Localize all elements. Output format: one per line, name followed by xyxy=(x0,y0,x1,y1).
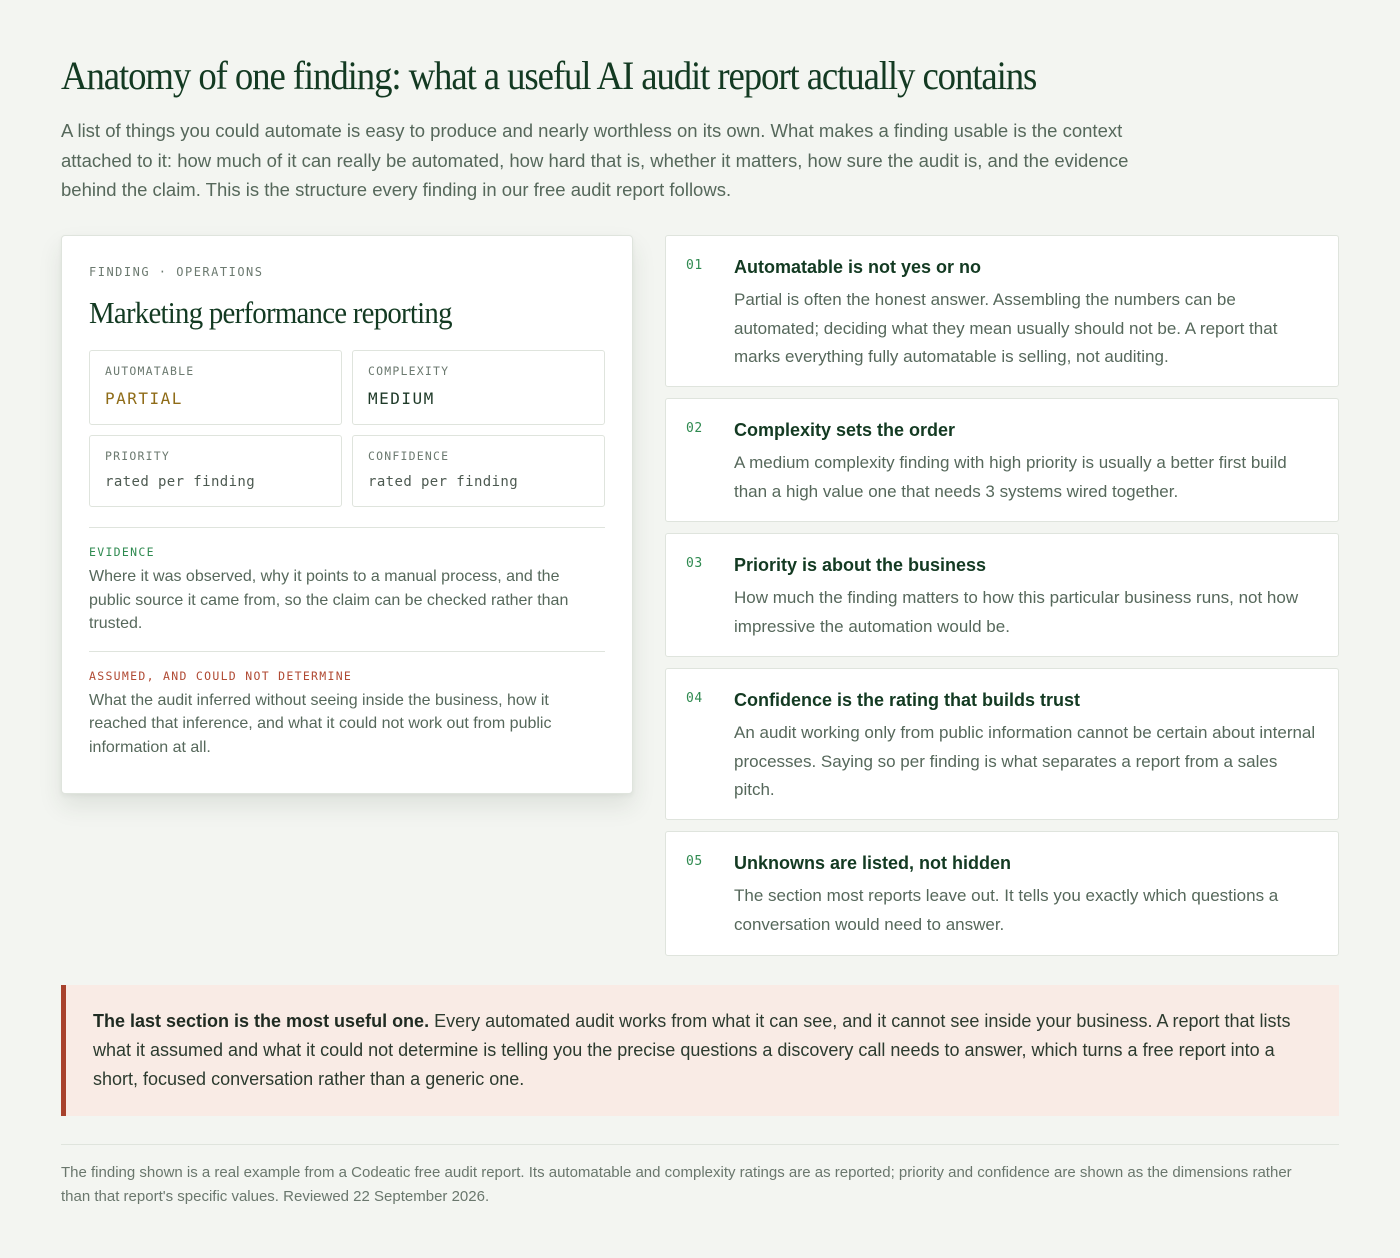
rating-label: CONFIDENCE xyxy=(368,449,450,463)
rating-value: rated per finding xyxy=(105,474,256,490)
footer-divider xyxy=(61,1144,1339,1145)
principle-number: 01 xyxy=(686,258,703,273)
rating-value: rated per finding xyxy=(368,474,519,490)
principle-card xyxy=(665,831,1339,956)
principle-number: 05 xyxy=(686,854,703,869)
footnote: The finding shown is a real example from a Codeatic free audit report. Its automatable and complexity ratings are as reported; priority and confidence are shown as the dimensions rather than that report's specific values. Reviewed 22 September 2026. xyxy=(61,1164,1292,1205)
principle-card xyxy=(665,398,1339,522)
finding-title: Marketing performance reporting xyxy=(89,295,452,330)
principle-body: An audit working only from public information cannot be certain about internal processes. Saying so per finding is what separates a report from a sales pitch. xyxy=(734,723,1316,799)
principle-body: How much the finding matters to how this particular business runs, not how impressive the automation would be. xyxy=(734,588,1299,636)
rating-confidence xyxy=(352,435,605,507)
principle-number: 04 xyxy=(686,691,703,706)
evidence-body: Where it was observed, why it points to a manual process, and the public source it came from, so the claim can be checked rather than trusted. xyxy=(89,568,569,632)
principle-title: Automatable is not yes or no xyxy=(734,257,982,277)
finding-eyebrow: FINDING · OPERATIONS xyxy=(89,265,264,279)
principle-body: The section most reports leave out. It tells you exactly which questions a conversation would need to answer. xyxy=(734,886,1279,934)
page-intro: A list of things you could automate is easy to produce and nearly worthless on its own. What makes a finding usable is the context attached to it: how much of it can really be automated, how hard that is, whether it matters, how sure the audit is, and the evidence behind the claim. This is the structure every finding in our free audit report follows. xyxy=(61,120,1129,200)
callout xyxy=(61,985,1339,1116)
principle-title: Unknowns are listed, not hidden xyxy=(734,853,1012,873)
principle-card xyxy=(665,533,1339,657)
principle-body: A medium complexity finding with high priority is usually a better first build than a high value one that needs 3 systems wired together. xyxy=(734,453,1287,501)
principle-card xyxy=(665,235,1339,387)
content-grid xyxy=(61,235,1339,957)
rating-value: MEDIUM xyxy=(368,389,435,408)
callout-lead: The last section is the most useful one. xyxy=(93,1011,430,1031)
callout-body: Every automated audit works from what it can see, and it cannot see inside your business. A report that lists what it assumed and what it could not determine is telling you the precise questions a discovery call needs to answer, which turns a free report into a short, focused conversation rather than a generic one. xyxy=(93,1011,1291,1089)
principle-number: 03 xyxy=(686,556,703,571)
rating-value: PARTIAL xyxy=(105,389,183,408)
evidence-section xyxy=(89,527,605,636)
principle-body: Partial is often the honest answer. Assembling the numbers can be automated; deciding what they mean usually should not be. A report that marks everything fully automatable is selling, not auditing. xyxy=(734,290,1278,366)
rating-complexity xyxy=(352,350,605,425)
principle-title: Complexity sets the order xyxy=(734,420,956,440)
principle-number: 02 xyxy=(686,421,703,436)
rating-automatable xyxy=(89,350,342,425)
ratings-grid xyxy=(89,350,605,507)
page-title: Anatomy of one finding: what a useful AI audit report actually contains xyxy=(61,53,1037,98)
assumed-label: ASSUMED, AND COULD NOT DETERMINE xyxy=(89,668,353,683)
assumed-section xyxy=(89,651,605,760)
principle-card xyxy=(665,668,1339,820)
evidence-label: EVIDENCE xyxy=(89,545,155,559)
principle-title: Priority is about the business xyxy=(734,555,987,575)
rating-priority xyxy=(89,435,342,507)
rating-label: PRIORITY xyxy=(105,449,170,463)
rating-label: COMPLEXITY xyxy=(368,364,450,378)
rating-label: AUTOMATABLE xyxy=(105,364,195,378)
assumed-body: What the audit inferred without seeing inside the business, how it reached that inference, and what it could not work out from public information at all. xyxy=(89,691,552,756)
finding-card xyxy=(61,235,633,794)
principle-title: Confidence is the rating that builds trust xyxy=(734,690,1081,710)
